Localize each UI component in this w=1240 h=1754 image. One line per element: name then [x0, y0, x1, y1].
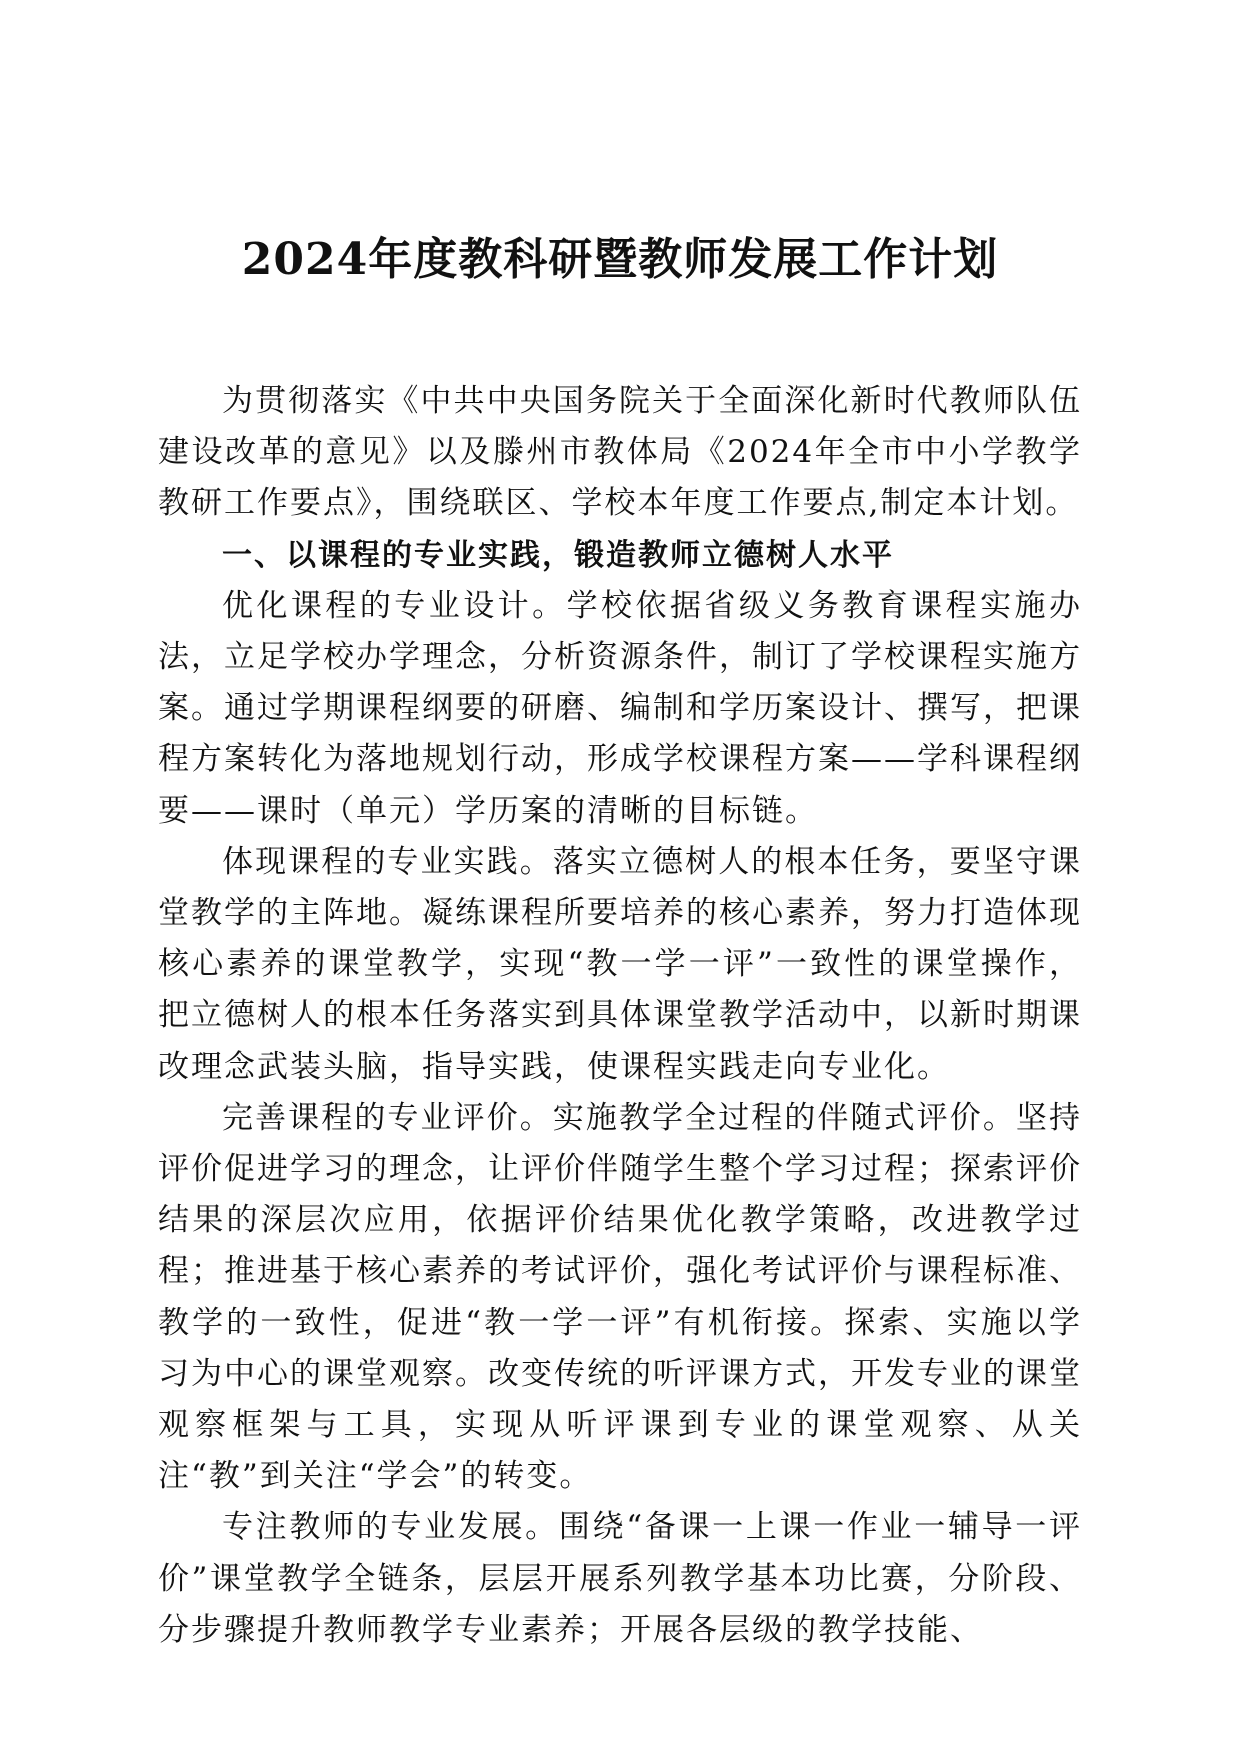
body-paragraph: 专注教师的专业发展。围绕“备课一上课一作业一辅导一评价”课堂教学全链条，层层开展系列教学基本功比赛，分阶段、分步骤提升教师教学专业素养；开展各层级的教学技能、 — [158, 1509, 1082, 1648]
body-paragraph: 体现课程的专业实践。落实立德树人的根本任务，要坚守课堂教学的主阵地。凝练课程所要培养的核心素养，努力打造体现核心素养的课堂教学，实现“教一学一评”一致性的课堂操作，把立德树人的根本任务落实到具体课堂教学活动中，以新时期课改理念武装头脑，指导实践，使课程实践走向专业化。 — [158, 843, 1082, 1085]
section-heading: 一、以课程的专业实践，锻造教师立德树人水平 — [222, 537, 894, 573]
body-paragraph: 完善课程的专业评价。实施教学全过程的伴随式评价。坚持评价促进学习的理念，让评价伴随学生整个学习过程；探索评价结果的深层次应用，依据评价结果优化教学策略，改进教学过程；推进基于核心素养的考试评价，强化考试评价与课程标准、教学的一致性，促进“教一学一评”有机衔接。探索、实施以学习为中心的课堂观察。改变传统的听评课方式，开发专业的课堂观察框架与工具，实现从听评课到专业的课堂观察、从关注“教”到关注“学会”的转变。 — [158, 1099, 1082, 1495]
document-title: 2024年度教科研暨教师发展工作计划 — [241, 234, 999, 285]
document-body — [158, 376, 1082, 1656]
intro-paragraph: 为贯彻落实《中共中央国务院关于全面深化新时代教师队伍建设改革的意见》以及滕州市教体局《2024年全市中小学教学教研工作要点》，围绕联区、学校本年度工作要点,制定本计划。 — [158, 383, 1082, 522]
body-paragraph: 优化课程的专业设计。学校依据省级义务教育课程实施办法，立足学校办学理念，分析资源条件，制订了学校课程实施方案。通过学期课程纲要的研磨、编制和学历案设计、撰写，把课程方案转化为落地规划行动，形成学校课程方案——学科课程纲要——课时（单元）学历案的清晰的目标链。 — [158, 587, 1082, 829]
